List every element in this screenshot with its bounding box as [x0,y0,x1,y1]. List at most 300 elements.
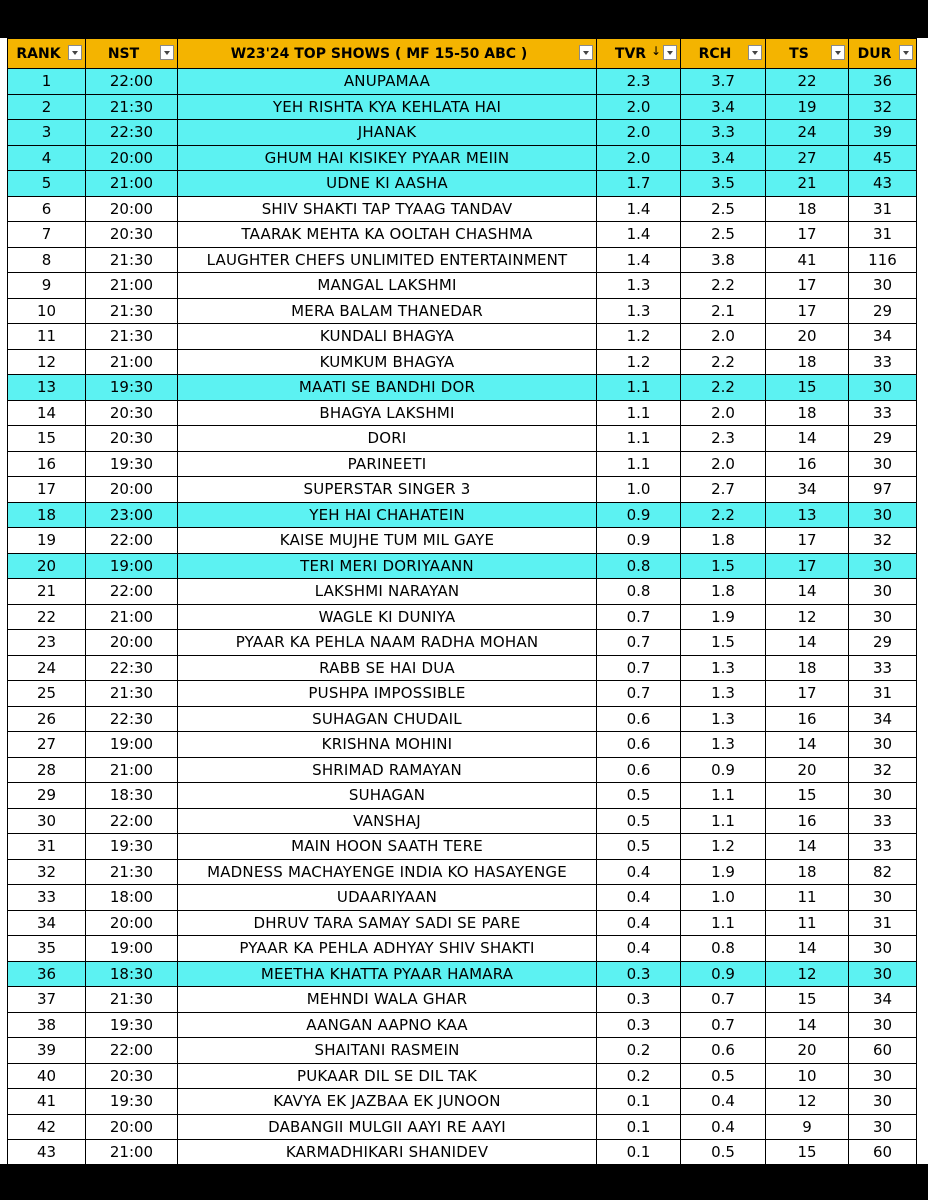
cell-tvr[interactable]: 0.2 [597,1063,681,1089]
cell-dur[interactable]: 30 [849,936,917,962]
cell-ts[interactable]: 13 [766,502,849,528]
cell-ts[interactable]: 15 [766,375,849,401]
cell-nst[interactable]: 20:00 [86,630,178,656]
cell-tvr[interactable]: 0.5 [597,834,681,860]
cell-nst[interactable]: 22:00 [86,1038,178,1064]
cell-rch[interactable]: 0.6 [681,1038,766,1064]
cell-title[interactable]: WAGLE KI DUNIYA [178,604,597,630]
cell-nst[interactable]: 21:30 [86,324,178,350]
cell-title[interactable]: SUHAGAN CHUDAIL [178,706,597,732]
cell-title[interactable]: DORI [178,426,597,452]
cell-rch[interactable]: 3.4 [681,94,766,120]
cell-title[interactable]: TAARAK MEHTA KA OOLTAH CHASHMA [178,222,597,248]
cell-ts[interactable]: 18 [766,349,849,375]
cell-rch[interactable]: 1.3 [681,706,766,732]
cell-rank[interactable]: 32 [8,859,86,885]
cell-rch[interactable]: 1.5 [681,553,766,579]
cell-title[interactable]: PARINEETI [178,451,597,477]
filter-dropdown-icon[interactable] [899,45,913,60]
cell-rank[interactable]: 5 [8,171,86,197]
cell-title[interactable]: DABANGII MULGII AAYI RE AAYI [178,1114,597,1140]
cell-rank[interactable]: 25 [8,681,86,707]
cell-rch[interactable]: 1.3 [681,732,766,758]
cell-nst[interactable]: 19:30 [86,375,178,401]
cell-dur[interactable]: 82 [849,859,917,885]
cell-nst[interactable]: 20:30 [86,1063,178,1089]
cell-rank[interactable]: 17 [8,477,86,503]
cell-rank[interactable]: 24 [8,655,86,681]
cell-nst[interactable]: 20:00 [86,910,178,936]
cell-dur[interactable]: 30 [849,375,917,401]
cell-rch[interactable]: 0.7 [681,987,766,1013]
cell-rank[interactable]: 4 [8,145,86,171]
cell-dur[interactable]: 97 [849,477,917,503]
cell-rank[interactable]: 7 [8,222,86,248]
cell-rank[interactable]: 29 [8,783,86,809]
cell-dur[interactable]: 30 [849,732,917,758]
cell-rank[interactable]: 9 [8,273,86,299]
cell-nst[interactable]: 19:30 [86,451,178,477]
cell-rank[interactable]: 39 [8,1038,86,1064]
cell-title[interactable]: SHIV SHAKTI TAP TYAAG TANDAV [178,196,597,222]
cell-title[interactable]: MADNESS MACHAYENGE INDIA KO HASAYENGE [178,859,597,885]
cell-dur[interactable]: 31 [849,196,917,222]
cell-rch[interactable]: 3.4 [681,145,766,171]
cell-dur[interactable]: 31 [849,681,917,707]
cell-nst[interactable]: 22:30 [86,655,178,681]
cell-dur[interactable]: 30 [849,1063,917,1089]
cell-ts[interactable]: 15 [766,987,849,1013]
cell-dur[interactable]: 32 [849,94,917,120]
cell-rch[interactable]: 1.3 [681,681,766,707]
cell-dur[interactable]: 32 [849,528,917,554]
cell-ts[interactable]: 14 [766,936,849,962]
cell-ts[interactable]: 12 [766,961,849,987]
cell-tvr[interactable]: 0.5 [597,783,681,809]
cell-dur[interactable]: 43 [849,171,917,197]
cell-tvr[interactable]: 0.7 [597,655,681,681]
cell-nst[interactable]: 21:00 [86,757,178,783]
cell-nst[interactable]: 21:00 [86,604,178,630]
cell-ts[interactable]: 14 [766,426,849,452]
cell-title[interactable]: MERA BALAM THANEDAR [178,298,597,324]
cell-tvr[interactable]: 0.6 [597,732,681,758]
cell-tvr[interactable]: 1.1 [597,375,681,401]
cell-nst[interactable]: 19:00 [86,732,178,758]
filter-dropdown-icon[interactable] [579,45,593,60]
cell-rank[interactable]: 6 [8,196,86,222]
cell-dur[interactable]: 30 [849,961,917,987]
cell-ts[interactable]: 14 [766,732,849,758]
cell-nst[interactable]: 18:30 [86,783,178,809]
cell-title[interactable]: KUNDALI BHAGYA [178,324,597,350]
cell-ts[interactable]: 15 [766,1140,849,1166]
cell-title[interactable]: KRISHNA MOHINI [178,732,597,758]
cell-ts[interactable]: 24 [766,120,849,146]
cell-rank[interactable]: 13 [8,375,86,401]
cell-tvr[interactable]: 0.9 [597,528,681,554]
cell-tvr[interactable]: 0.3 [597,987,681,1013]
cell-tvr[interactable]: 1.4 [597,247,681,273]
cell-rch[interactable]: 3.8 [681,247,766,273]
cell-tvr[interactable]: 0.7 [597,681,681,707]
cell-tvr[interactable]: 1.3 [597,298,681,324]
cell-title[interactable]: SUHAGAN [178,783,597,809]
cell-nst[interactable]: 21:30 [86,681,178,707]
cell-rch[interactable]: 1.1 [681,808,766,834]
cell-rch[interactable]: 2.0 [681,400,766,426]
cell-nst[interactable]: 18:30 [86,961,178,987]
cell-tvr[interactable]: 2.0 [597,145,681,171]
cell-ts[interactable]: 10 [766,1063,849,1089]
cell-tvr[interactable]: 1.2 [597,349,681,375]
cell-tvr[interactable]: 0.9 [597,502,681,528]
cell-title[interactable]: KUMKUM BHAGYA [178,349,597,375]
cell-rank[interactable]: 34 [8,910,86,936]
cell-dur[interactable]: 30 [849,451,917,477]
cell-nst[interactable]: 22:00 [86,528,178,554]
cell-tvr[interactable]: 0.1 [597,1114,681,1140]
cell-rank[interactable]: 42 [8,1114,86,1140]
cell-dur[interactable]: 45 [849,145,917,171]
cell-title[interactable]: KARMADHIKARI SHANIDEV [178,1140,597,1166]
cell-title[interactable]: TERI MERI DORIYAANN [178,553,597,579]
cell-rank[interactable]: 27 [8,732,86,758]
cell-title[interactable]: LAKSHMI NARAYAN [178,579,597,605]
cell-tvr[interactable]: 0.5 [597,808,681,834]
cell-nst[interactable]: 18:00 [86,885,178,911]
cell-dur[interactable]: 29 [849,630,917,656]
cell-dur[interactable]: 36 [849,69,917,95]
cell-rank[interactable]: 37 [8,987,86,1013]
cell-rch[interactable]: 0.9 [681,961,766,987]
cell-title[interactable]: YEH HAI CHAHATEIN [178,502,597,528]
cell-ts[interactable]: 18 [766,196,849,222]
cell-tvr[interactable]: 2.3 [597,69,681,95]
cell-ts[interactable]: 11 [766,885,849,911]
cell-ts[interactable]: 11 [766,910,849,936]
cell-tvr[interactable]: 1.1 [597,400,681,426]
cell-rank[interactable]: 2 [8,94,86,120]
cell-rch[interactable]: 0.5 [681,1140,766,1166]
cell-ts[interactable]: 17 [766,681,849,707]
cell-tvr[interactable]: 0.4 [597,910,681,936]
cell-tvr[interactable]: 1.1 [597,426,681,452]
cell-rank[interactable]: 30 [8,808,86,834]
cell-ts[interactable]: 27 [766,145,849,171]
cell-nst[interactable]: 21:30 [86,247,178,273]
cell-tvr[interactable]: 0.4 [597,936,681,962]
cell-rank[interactable]: 8 [8,247,86,273]
cell-title[interactable]: GHUM HAI KISIKEY PYAAR MEIIN [178,145,597,171]
cell-title[interactable]: ANUPAMAA [178,69,597,95]
cell-title[interactable]: MEHNDI WALA GHAR [178,987,597,1013]
cell-nst[interactable]: 21:30 [86,94,178,120]
cell-ts[interactable]: 17 [766,528,849,554]
cell-dur[interactable]: 30 [849,553,917,579]
cell-title[interactable]: PYAAR KA PEHLA NAAM RADHA MOHAN [178,630,597,656]
cell-ts[interactable]: 20 [766,1038,849,1064]
cell-title[interactable]: SUPERSTAR SINGER 3 [178,477,597,503]
cell-tvr[interactable]: 1.7 [597,171,681,197]
cell-dur[interactable]: 30 [849,579,917,605]
cell-rch[interactable]: 0.9 [681,757,766,783]
cell-rank[interactable]: 43 [8,1140,86,1166]
cell-title[interactable]: YEH RISHTA KYA KEHLATA HAI [178,94,597,120]
cell-rank[interactable]: 16 [8,451,86,477]
cell-dur[interactable]: 30 [849,502,917,528]
cell-ts[interactable]: 21 [766,171,849,197]
cell-title[interactable]: DHRUV TARA SAMAY SADI SE PARE [178,910,597,936]
cell-rank[interactable]: 33 [8,885,86,911]
cell-dur[interactable]: 32 [849,757,917,783]
cell-rank[interactable]: 19 [8,528,86,554]
cell-ts[interactable]: 18 [766,859,849,885]
cell-nst[interactable]: 21:30 [86,859,178,885]
cell-rch[interactable]: 2.1 [681,298,766,324]
cell-nst[interactable]: 20:00 [86,145,178,171]
cell-nst[interactable]: 22:30 [86,706,178,732]
cell-dur[interactable]: 34 [849,324,917,350]
cell-ts[interactable]: 41 [766,247,849,273]
cell-nst[interactable]: 22:30 [86,120,178,146]
cell-nst[interactable]: 21:00 [86,349,178,375]
cell-ts[interactable]: 12 [766,604,849,630]
cell-dur[interactable]: 33 [849,808,917,834]
cell-ts[interactable]: 17 [766,222,849,248]
cell-ts[interactable]: 16 [766,451,849,477]
cell-tvr[interactable]: 0.8 [597,579,681,605]
cell-tvr[interactable]: 1.1 [597,451,681,477]
cell-dur[interactable]: 30 [849,604,917,630]
cell-tvr[interactable]: 0.2 [597,1038,681,1064]
cell-title[interactable]: SHRIMAD RAMAYAN [178,757,597,783]
cell-ts[interactable]: 34 [766,477,849,503]
cell-tvr[interactable]: 0.4 [597,859,681,885]
cell-nst[interactable]: 23:00 [86,502,178,528]
cell-rch[interactable]: 1.0 [681,885,766,911]
cell-rch[interactable]: 1.1 [681,910,766,936]
cell-nst[interactable]: 21:00 [86,273,178,299]
cell-rch[interactable]: 1.5 [681,630,766,656]
cell-rank[interactable]: 40 [8,1063,86,1089]
cell-ts[interactable]: 9 [766,1114,849,1140]
cell-dur[interactable]: 31 [849,222,917,248]
cell-rank[interactable]: 38 [8,1012,86,1038]
cell-rch[interactable]: 2.0 [681,451,766,477]
cell-nst[interactable]: 20:30 [86,426,178,452]
cell-rch[interactable]: 2.3 [681,426,766,452]
cell-rank[interactable]: 15 [8,426,86,452]
cell-dur[interactable]: 116 [849,247,917,273]
cell-tvr[interactable]: 1.0 [597,477,681,503]
cell-tvr[interactable]: 1.4 [597,222,681,248]
cell-rank[interactable]: 10 [8,298,86,324]
cell-title[interactable]: UDAARIYAAN [178,885,597,911]
cell-ts[interactable]: 20 [766,757,849,783]
cell-tvr[interactable]: 0.6 [597,757,681,783]
cell-title[interactable]: SHAITANI RASMEIN [178,1038,597,1064]
cell-title[interactable]: LAUGHTER CHEFS UNLIMITED ENTERTAINMENT [178,247,597,273]
cell-rank[interactable]: 23 [8,630,86,656]
cell-ts[interactable]: 16 [766,706,849,732]
cell-rch[interactable]: 1.8 [681,579,766,605]
cell-title[interactable]: PYAAR KA PEHLA ADHYAY SHIV SHAKTI [178,936,597,962]
cell-rch[interactable]: 0.5 [681,1063,766,1089]
cell-dur[interactable]: 30 [849,885,917,911]
cell-ts[interactable]: 14 [766,579,849,605]
cell-rank[interactable]: 12 [8,349,86,375]
cell-nst[interactable]: 19:00 [86,936,178,962]
cell-rank[interactable]: 41 [8,1089,86,1115]
cell-nst[interactable]: 19:30 [86,1089,178,1115]
cell-nst[interactable]: 19:00 [86,553,178,579]
cell-rch[interactable]: 3.7 [681,69,766,95]
cell-rch[interactable]: 2.5 [681,196,766,222]
cell-nst[interactable]: 19:30 [86,834,178,860]
cell-rank[interactable]: 14 [8,400,86,426]
cell-tvr[interactable]: 2.0 [597,120,681,146]
cell-rank[interactable]: 21 [8,579,86,605]
cell-title[interactable]: MAIN HOON SAATH TERE [178,834,597,860]
cell-rank[interactable]: 18 [8,502,86,528]
cell-dur[interactable]: 33 [849,834,917,860]
cell-dur[interactable]: 31 [849,910,917,936]
cell-title[interactable]: PUKAAR DIL SE DIL TAK [178,1063,597,1089]
cell-nst[interactable]: 20:30 [86,400,178,426]
cell-ts[interactable]: 16 [766,808,849,834]
cell-nst[interactable]: 22:00 [86,579,178,605]
cell-tvr[interactable]: 0.4 [597,885,681,911]
filter-dropdown-icon[interactable] [68,45,82,60]
cell-tvr[interactable]: 0.3 [597,1012,681,1038]
cell-tvr[interactable]: 0.6 [597,706,681,732]
cell-rch[interactable]: 2.5 [681,222,766,248]
cell-ts[interactable]: 22 [766,69,849,95]
cell-ts[interactable]: 17 [766,273,849,299]
cell-dur[interactable]: 30 [849,1114,917,1140]
cell-ts[interactable]: 19 [766,94,849,120]
cell-tvr[interactable]: 0.7 [597,630,681,656]
cell-title[interactable]: AANGAN AAPNO KAA [178,1012,597,1038]
cell-tvr[interactable]: 1.4 [597,196,681,222]
cell-dur[interactable]: 34 [849,706,917,732]
cell-nst[interactable]: 21:00 [86,171,178,197]
cell-rch[interactable]: 2.2 [681,502,766,528]
cell-ts[interactable]: 17 [766,298,849,324]
cell-rank[interactable]: 20 [8,553,86,579]
cell-ts[interactable]: 18 [766,400,849,426]
cell-rch[interactable]: 0.4 [681,1089,766,1115]
cell-rank[interactable]: 1 [8,69,86,95]
cell-title[interactable]: BHAGYA LAKSHMI [178,400,597,426]
cell-ts[interactable]: 14 [766,1012,849,1038]
cell-rch[interactable]: 0.4 [681,1114,766,1140]
cell-dur[interactable]: 29 [849,426,917,452]
cell-rch[interactable]: 0.7 [681,1012,766,1038]
filter-dropdown-icon[interactable] [748,45,762,60]
cell-nst[interactable]: 22:00 [86,808,178,834]
cell-dur[interactable]: 29 [849,298,917,324]
cell-title[interactable]: PUSHPA IMPOSSIBLE [178,681,597,707]
cell-title[interactable]: MAATI SE BANDHI DOR [178,375,597,401]
cell-title[interactable]: MANGAL LAKSHMI [178,273,597,299]
cell-rank[interactable]: 22 [8,604,86,630]
cell-tvr[interactable]: 0.7 [597,604,681,630]
cell-dur[interactable]: 30 [849,273,917,299]
cell-ts[interactable]: 17 [766,553,849,579]
cell-dur[interactable]: 33 [849,349,917,375]
cell-rch[interactable]: 2.2 [681,375,766,401]
cell-rch[interactable]: 2.7 [681,477,766,503]
cell-rch[interactable]: 1.2 [681,834,766,860]
cell-ts[interactable]: 15 [766,783,849,809]
cell-title[interactable]: MEETHA KHATTA PYAAR HAMARA [178,961,597,987]
cell-nst[interactable]: 21:30 [86,987,178,1013]
cell-rch[interactable]: 3.5 [681,171,766,197]
cell-dur[interactable]: 60 [849,1038,917,1064]
cell-rch[interactable]: 1.1 [681,783,766,809]
cell-ts[interactable]: 14 [766,834,849,860]
cell-nst[interactable]: 22:00 [86,69,178,95]
cell-rch[interactable]: 1.8 [681,528,766,554]
cell-rank[interactable]: 26 [8,706,86,732]
cell-ts[interactable]: 20 [766,324,849,350]
cell-ts[interactable]: 18 [766,655,849,681]
filter-dropdown-icon[interactable] [160,45,174,60]
cell-rank[interactable]: 36 [8,961,86,987]
cell-tvr[interactable]: 0.1 [597,1140,681,1166]
cell-tvr[interactable]: 0.1 [597,1089,681,1115]
cell-dur[interactable]: 33 [849,400,917,426]
cell-rank[interactable]: 28 [8,757,86,783]
cell-tvr[interactable]: 1.2 [597,324,681,350]
cell-rch[interactable]: 2.2 [681,349,766,375]
cell-title[interactable]: UDNE KI AASHA [178,171,597,197]
cell-nst[interactable]: 20:00 [86,196,178,222]
cell-nst[interactable]: 20:30 [86,222,178,248]
cell-title[interactable]: RABB SE HAI DUA [178,655,597,681]
cell-rch[interactable]: 2.0 [681,324,766,350]
cell-ts[interactable]: 14 [766,630,849,656]
cell-rch[interactable]: 2.2 [681,273,766,299]
cell-nst[interactable]: 21:00 [86,1140,178,1166]
cell-rank[interactable]: 3 [8,120,86,146]
cell-rch[interactable]: 1.3 [681,655,766,681]
filter-dropdown-icon[interactable] [663,45,677,60]
cell-rch[interactable]: 1.9 [681,604,766,630]
cell-dur[interactable]: 30 [849,1012,917,1038]
filter-dropdown-icon[interactable] [831,45,845,60]
cell-rch[interactable]: 0.8 [681,936,766,962]
cell-tvr[interactable]: 1.3 [597,273,681,299]
cell-dur[interactable]: 60 [849,1140,917,1166]
cell-tvr[interactable]: 2.0 [597,94,681,120]
cell-dur[interactable]: 30 [849,1089,917,1115]
cell-dur[interactable]: 30 [849,783,917,809]
cell-title[interactable]: KAISE MUJHE TUM MIL GAYE [178,528,597,554]
cell-rch[interactable]: 1.9 [681,859,766,885]
cell-title[interactable]: KAVYA EK JAZBAA EK JUNOON [178,1089,597,1115]
cell-rank[interactable]: 35 [8,936,86,962]
cell-rch[interactable]: 3.3 [681,120,766,146]
cell-ts[interactable]: 12 [766,1089,849,1115]
cell-rank[interactable]: 31 [8,834,86,860]
cell-title[interactable]: JHANAK [178,120,597,146]
cell-nst[interactable]: 19:30 [86,1012,178,1038]
cell-nst[interactable]: 20:00 [86,477,178,503]
cell-title[interactable]: VANSHAJ [178,808,597,834]
